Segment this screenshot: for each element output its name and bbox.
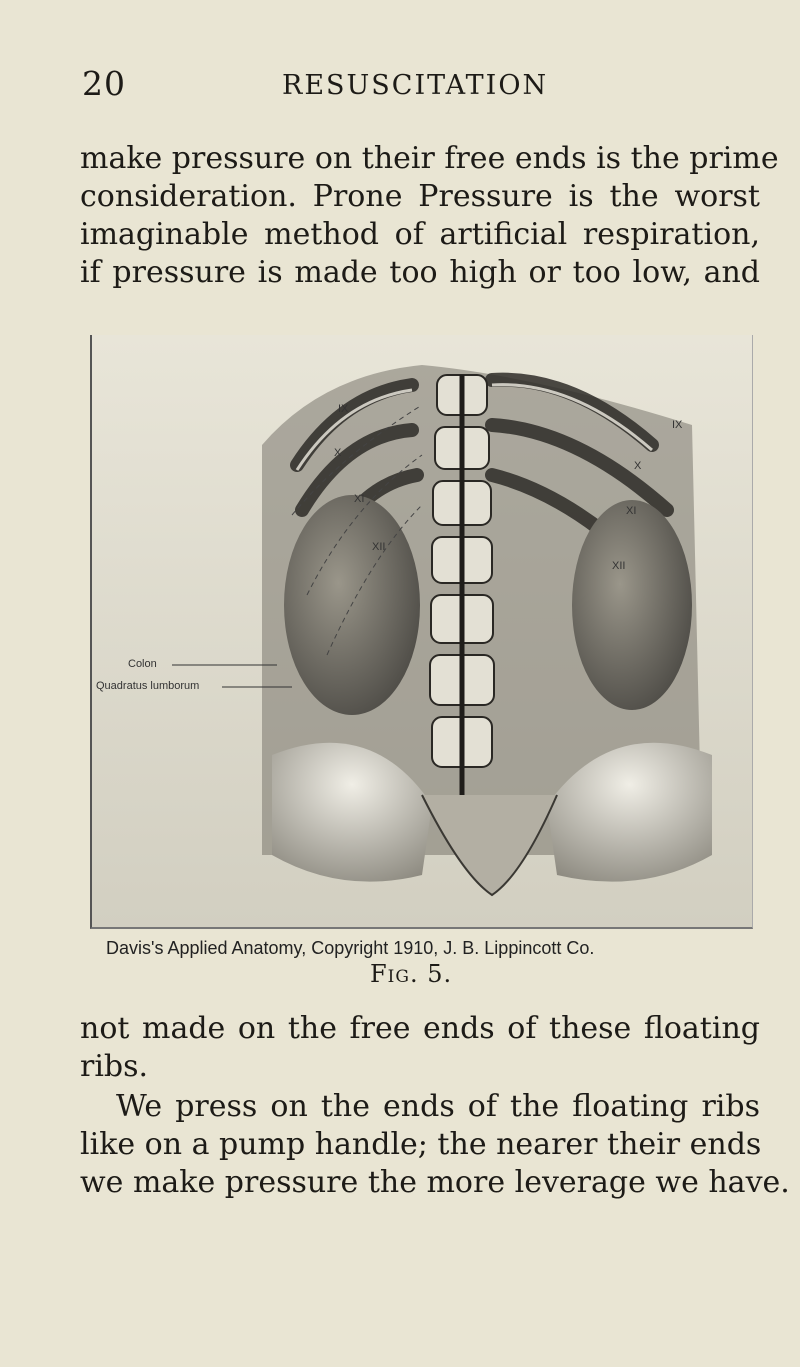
- text-line: We press on the ends of the floating ribs: [116, 1089, 760, 1124]
- page-number: 20: [82, 64, 126, 103]
- text-line: if pressure is made too high or too low, and: [80, 255, 760, 290]
- rib-label-xii-right: XII: [612, 560, 626, 572]
- anatomy-figure: [90, 335, 753, 929]
- text-line: not made on the free ends of these floating: [80, 1011, 760, 1046]
- paragraph-bottom: [80, 1088, 790, 1202]
- paragraph-mid: [80, 1010, 760, 1086]
- rib-label-ix-right: IX: [672, 419, 683, 431]
- back-anatomy-illustration: [92, 335, 752, 927]
- rib-label-xi-left: XI: [354, 493, 365, 505]
- colon-label: Colon: [128, 658, 157, 670]
- text-line: we make pressure the more leverage we have.: [80, 1165, 790, 1200]
- rib-label-x-right: X: [634, 460, 642, 472]
- quadratus-lumborum-label: Quadratus lumborum: [96, 680, 200, 692]
- running-head: RESUSCITATION: [282, 70, 549, 101]
- rib-label-xi-right: XI: [626, 505, 637, 517]
- rib-label-xii-left: XII: [372, 541, 386, 553]
- figure-credit: Davis's Applied Anatomy, Copyright 1910, J. B. Lippincott Co.: [106, 938, 595, 958]
- text-line: consideration. Prone Pressure is the worst: [80, 179, 760, 214]
- text-line: make pressure on their free ends is the prime: [80, 141, 779, 176]
- text-line: like on a pump handle; the nearer their ends: [80, 1127, 762, 1162]
- text-line: imaginable method of artificial respiration,: [80, 217, 760, 252]
- rib-label-x-left: X: [334, 447, 342, 459]
- text-line: ribs.: [80, 1049, 149, 1084]
- paragraph-top: [80, 140, 779, 292]
- rib-label-ix-left: IX: [338, 403, 349, 415]
- figure-caption: Fig. 5.: [370, 960, 453, 988]
